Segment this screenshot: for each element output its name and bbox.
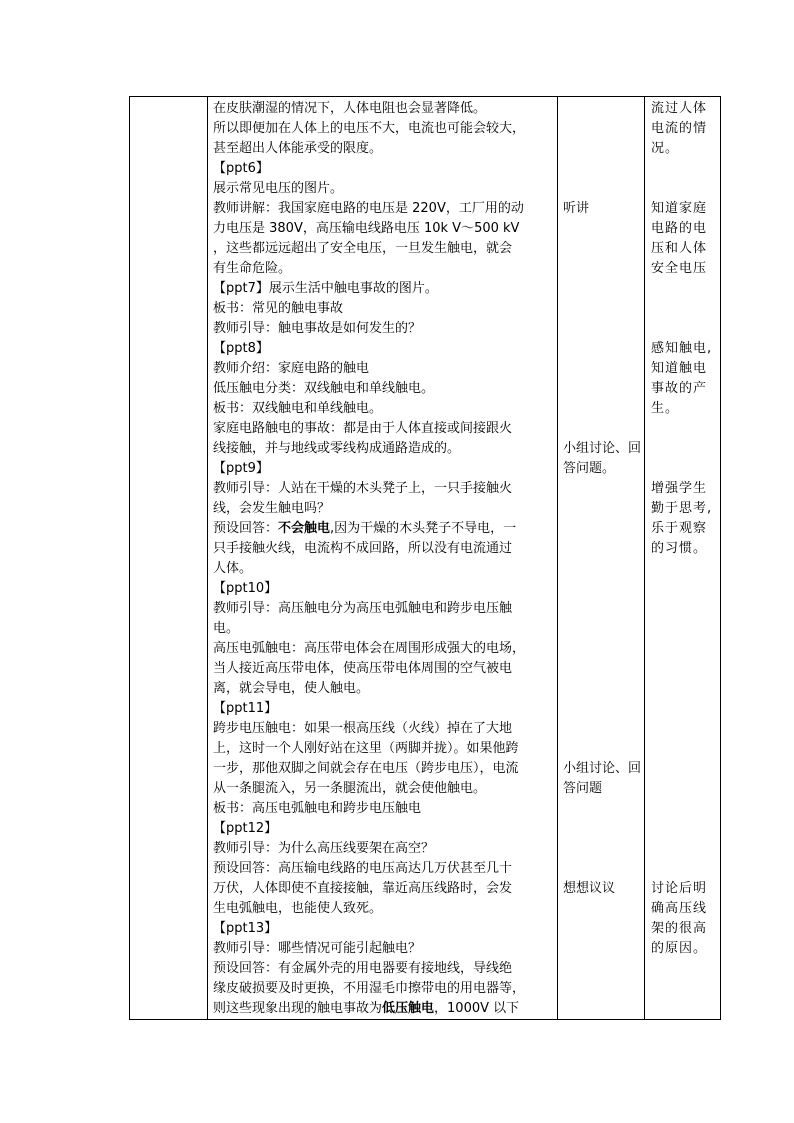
intent-text: 电路的电 <box>651 221 708 236</box>
process-line: 【ppt12】 <box>213 821 278 836</box>
intent-text: 压和人体 <box>651 241 708 256</box>
process-line: ，这些都远远超出了安全电压，一旦发生触电，就会 <box>213 241 513 256</box>
process-line: 板书：高压电弧触电和跨步电压触电 <box>213 801 422 816</box>
process-line: 线接触，并与地线或零线构成通路造成的。 <box>213 441 461 456</box>
process-line: 教师引导：触电事故是如何发生的？ <box>213 321 422 336</box>
process-line: 板书：常见的触电事故 <box>213 301 344 316</box>
process-line: 离，就会导电，使人触电。 <box>213 681 370 696</box>
intent-text: 知道家庭 <box>651 201 708 216</box>
process-text: 预设回答： <box>213 521 279 536</box>
process-line: 甚至超出人体能承受的限度。 <box>213 141 383 156</box>
emphasis-text: 不会触电 <box>278 521 331 536</box>
process-line: 线，会发生触电吗？ <box>213 501 331 516</box>
intent-text: 增强学生 <box>651 481 708 496</box>
intent-text: 讨论后明 <box>651 881 708 896</box>
process-line: 【ppt10】 <box>213 581 278 596</box>
intent-text: 电流的情 <box>651 121 708 136</box>
process-line: 预设回答：有金属外壳的用电器要有接地线，导线绝 <box>213 961 513 976</box>
process-line: 缘皮破损要及时更换，不用湿毛巾擦带电的用电器等， <box>213 981 526 996</box>
process-line: 教师讲解：我国家庭电路的电压是 220V，工厂用的动 <box>213 201 524 216</box>
process-line: 生电弧触电，也能使人致死。 <box>213 901 383 916</box>
process-line: 教师介绍：家庭电路的触电 <box>213 361 370 376</box>
design-intent-cell <box>645 97 721 1020</box>
process-line: 【ppt11】 <box>213 701 278 716</box>
table-row <box>130 97 721 1020</box>
activity-text: 听讲 <box>563 201 590 216</box>
emphasis-text: 低压触电 <box>382 1001 435 1016</box>
student-activity-cell <box>558 97 645 1020</box>
process-line: 电。 <box>213 621 240 636</box>
intent-text: 知道触电 <box>651 361 708 376</box>
process-line <box>213 519 553 539</box>
process-line: 【ppt13】 <box>213 921 278 936</box>
activity-text: 小组讨论、回 <box>563 761 642 776</box>
process-line: 教师引导：为什么高压线要架在高空？ <box>213 841 435 856</box>
process-line: 【ppt7】展示生活中触电事故的图片。 <box>213 281 438 296</box>
process-line: 【ppt8】 <box>213 341 269 356</box>
intent-text: 乐于观察 <box>651 521 708 536</box>
process-line: 展示常见电压的图片。 <box>213 181 344 196</box>
process-line: 上，这时一个人刚好站在这里（两脚并拢）。如果他跨 <box>213 741 519 756</box>
process-line: 板书：双线触电和单线触电。 <box>213 401 383 416</box>
process-line: 在皮肤潮湿的情况下，人体电阻也会显著降低。 <box>213 101 487 116</box>
intent-text: 感知触电, <box>651 341 713 356</box>
process-text: 则这些现象出现的触电事故为 <box>213 1001 383 1016</box>
intent-text: 生。 <box>651 401 680 416</box>
process-line: 家庭电路触电的事故：都是由于人体直接或间接跟火 <box>213 421 513 436</box>
process-line: 当人接近高压带电体，使高压带电体周围的空气被电 <box>213 661 513 676</box>
process-line: 预设回答：高压输电线路的电压高达几万伏甚至几十 <box>213 861 513 876</box>
activity-text: 答问题 <box>563 781 603 796</box>
intent-text: 流过人体 <box>651 101 708 116</box>
intent-text: 况。 <box>651 141 680 156</box>
lesson-plan-table <box>129 96 721 1020</box>
process-line: 从一条腿流入，另一条腿流出，就会使他触电。 <box>213 781 487 796</box>
process-line: 只手接触火线，电流构不成回路，所以没有电流通过 <box>213 541 513 556</box>
process-line: 力电压是 380V，高压输电线路电压 10k V～500 kV <box>213 221 520 236</box>
process-line: 人体。 <box>213 561 253 576</box>
intent-text: 安全电压 <box>651 261 708 276</box>
teaching-process-cell <box>208 97 558 1020</box>
process-line: 一步，那他双脚之间就会存在电压（跨步电压），电流 <box>213 761 519 776</box>
process-text: ，1000V 以下 <box>434 1001 520 1016</box>
process-text: ,因为干燥的木头凳子不导电，一 <box>330 521 517 536</box>
process-line: 教师引导：人站在干燥的木头凳子上，一只手接触火 <box>213 481 513 496</box>
process-line: 低压触电分类：双线触电和单线触电。 <box>213 381 435 396</box>
process-line: 【ppt6】 <box>213 161 269 176</box>
process-line: 【ppt9】 <box>213 461 269 476</box>
intent-text: 架的很高 <box>651 921 708 936</box>
process-line: 教师引导：高压触电分为高压电弧触电和跨步电压触 <box>213 601 513 616</box>
intent-text: 勤于思考, <box>651 501 713 516</box>
activity-text: 答问题。 <box>563 461 616 476</box>
intent-text: 事故的产 <box>651 381 708 396</box>
process-line <box>213 999 553 1019</box>
process-line: 跨步电压触电：如果一根高压线（火线）掉在了大地 <box>213 721 513 736</box>
blank-cell <box>130 97 208 1020</box>
process-line: 有生命危险。 <box>213 261 292 276</box>
intent-text: 确高压线 <box>651 901 708 916</box>
process-line: 教师引导：哪些情况可能引起触电？ <box>213 941 422 956</box>
process-line: 万伏，人体即使不直接接触，靠近高压线路时，会发 <box>213 881 513 896</box>
activity-text: 想想议议 <box>563 881 616 896</box>
process-line: 所以即便加在人体上的电压不大，电流也可能会较大， <box>213 121 526 136</box>
intent-text: 的习惯。 <box>651 541 708 556</box>
process-line: 高压电弧触电：高压带电体会在周围形成强大的电场， <box>213 641 526 656</box>
intent-text: 的原因。 <box>651 941 708 956</box>
activity-text: 小组讨论、回 <box>563 441 642 456</box>
